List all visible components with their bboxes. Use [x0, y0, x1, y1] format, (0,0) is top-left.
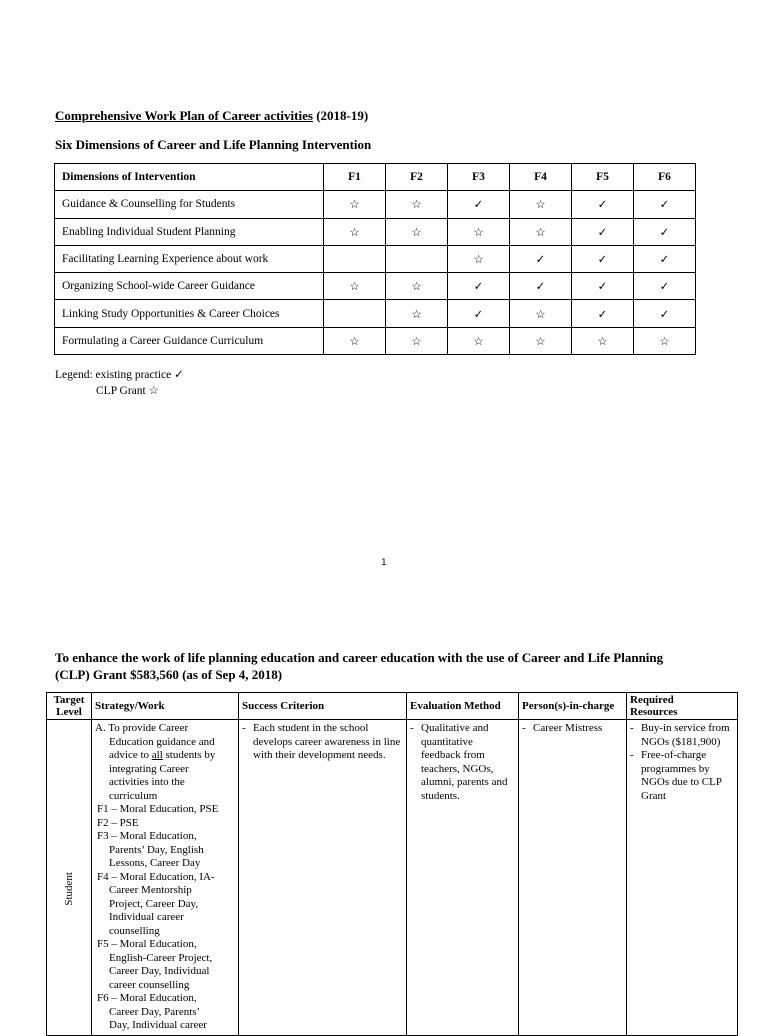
person-in-charge-header: Person(s)-in-charge	[519, 693, 627, 720]
strategy-line	[95, 749, 235, 763]
dimension-mark: ☆	[324, 273, 386, 300]
dimension-mark: ✓	[510, 245, 572, 272]
strategy-line: F4 – Moral Education, IA-	[97, 870, 215, 883]
evaluation-method-item	[410, 722, 515, 803]
strategy-line: Lessons, Career Day	[109, 857, 201, 869]
plan-header-row	[47, 693, 738, 720]
dimension-mark	[386, 245, 448, 272]
dimension-mark: ☆	[448, 218, 510, 245]
strategy-line: F5 – Moral Education,	[97, 938, 197, 950]
f5-header: F5	[572, 164, 634, 191]
dimension-mark: ✓	[634, 245, 696, 272]
evaluation-method-header: Evaluation Method	[407, 693, 519, 720]
dimension-mark: ✓	[448, 300, 510, 327]
dimension-mark: ✓	[634, 300, 696, 327]
dimensions-header-row	[55, 164, 696, 191]
dimension-label: Enabling Individual Student Planning	[55, 218, 324, 245]
table-row	[55, 191, 696, 218]
table-row	[55, 300, 696, 327]
strategy-header: Strategy/Work	[92, 693, 239, 720]
strategy-text: students by	[162, 749, 216, 761]
strategy-line: F1 – Moral Education, PSE	[97, 803, 219, 815]
dimension-mark: ☆	[386, 191, 448, 218]
dimension-label: Guidance & Counselling for Students	[55, 191, 324, 218]
bullet-dash: -	[630, 722, 634, 734]
dimension-mark: ☆	[448, 245, 510, 272]
strategy-line: Parents’ Day, English	[109, 843, 204, 856]
person-in-charge-cell	[519, 720, 627, 1036]
strategy-line: Individual career	[109, 911, 184, 923]
success-criterion-item	[242, 722, 403, 763]
dimension-mark	[324, 300, 386, 327]
dimension-mark: ✓	[510, 273, 572, 300]
strategy-line: activities into the	[109, 776, 185, 788]
dimension-mark: ☆	[510, 218, 572, 245]
table-row	[55, 273, 696, 300]
dimension-label: Facilitating Learning Experience about work	[55, 245, 324, 272]
strategy-line: career counselling	[109, 978, 190, 991]
evaluation-method-cell	[407, 720, 519, 1036]
strategy-line: Career Day, Parents’	[109, 1005, 201, 1018]
f3-header: F3	[448, 164, 510, 191]
strategy-text: advice to	[109, 749, 152, 761]
dimension-mark: ✓	[572, 300, 634, 327]
dimension-mark: ☆	[324, 327, 386, 354]
dimension-mark: ✓	[634, 218, 696, 245]
dimension-mark: ✓	[634, 191, 696, 218]
dimension-mark: ✓	[572, 245, 634, 272]
table-row	[55, 327, 696, 354]
dimension-mark: ☆	[634, 327, 696, 354]
dimension-label: Formulating a Career Guidance Curriculum	[55, 327, 324, 354]
legend-clp-grant: CLP Grant ☆	[96, 385, 159, 397]
bullet-dash: -	[522, 722, 526, 734]
bullet-dash: -	[410, 722, 414, 734]
work-plan-table	[46, 692, 738, 1036]
table-row	[55, 218, 696, 245]
target-level-header	[47, 693, 92, 720]
dimension-mark: ☆	[386, 273, 448, 300]
strategy-line: A. To provide Career	[95, 722, 189, 734]
dimension-label: Linking Study Opportunities & Career Choices	[55, 300, 324, 327]
success-criterion-text: Each student in the school develops career awareness in line with their development needs.	[253, 722, 401, 761]
dimension-mark: ☆	[448, 327, 510, 354]
f4-header: F4	[510, 164, 572, 191]
strategy-cell	[92, 720, 239, 1036]
bullet-dash: -	[242, 722, 246, 734]
dimension-mark: ✓	[572, 273, 634, 300]
dimension-mark: ☆	[386, 218, 448, 245]
target-level-cell	[47, 720, 92, 1036]
target-level-header-line-1: Target	[53, 694, 85, 706]
plan-title-line-2: (CLP) Grant $583,560 (as of Sep 4, 2018)	[55, 667, 283, 682]
strategy-line: Project, Career Day,	[109, 897, 199, 910]
document-title-main: Comprehensive Work Plan of Career activities	[55, 108, 313, 123]
success-criterion-header: Success Criterion	[239, 693, 407, 720]
dimension-mark: ✓	[448, 191, 510, 218]
dimension-mark: ☆	[572, 327, 634, 354]
resource-text: Buy-in service from NGOs ($181,900)	[641, 722, 730, 748]
success-criterion-cell	[239, 720, 407, 1036]
dimension-mark: ☆	[510, 191, 572, 218]
strategy-line: counselling	[109, 924, 160, 937]
document-title	[55, 108, 368, 124]
required-resources-header-line-2: Resources	[630, 706, 678, 718]
strategy-line: integrating Career	[109, 762, 189, 775]
page-number: 1	[381, 558, 387, 568]
bullet-dash: -	[630, 749, 634, 761]
target-level-value: Student	[63, 872, 75, 906]
document-title-year: (2018-19)	[312, 108, 369, 123]
dimension-mark: ☆	[510, 327, 572, 354]
person-in-charge-item	[522, 722, 623, 736]
dimension-mark: ☆	[386, 327, 448, 354]
strategy-line: curriculum	[109, 789, 158, 802]
strategy-line: Education guidance and	[109, 735, 215, 748]
table-row	[47, 720, 738, 1036]
dimensions-table	[54, 163, 696, 355]
strategy-emphasis: all	[151, 749, 163, 761]
table-row	[55, 245, 696, 272]
dimension-mark: ☆	[510, 300, 572, 327]
dimension-mark: ✓	[448, 273, 510, 300]
dimension-mark	[324, 245, 386, 272]
required-resources-cell	[627, 720, 738, 1036]
strategy-line: Career Mentorship	[109, 884, 192, 896]
dimension-mark: ☆	[324, 191, 386, 218]
plan-title-line-1: To enhance the work of life planning education and career education with the use of Career and Life Planning	[55, 650, 664, 665]
strategy-line: F6 – Moral Education,	[97, 992, 197, 1004]
evaluation-method-text: Qualitative and quantitative feedback from teachers, NGOs, alumni, parents and students.	[421, 722, 508, 802]
dimension-mark: ✓	[572, 191, 634, 218]
dimension-mark: ✓	[572, 218, 634, 245]
person-in-charge-text: Career Mistress	[533, 722, 603, 734]
strategy-line: English-Career Project,	[109, 951, 213, 964]
dimensions-header: Dimensions of Intervention	[55, 164, 324, 191]
strategy-line: Day, Individual career	[109, 1019, 207, 1031]
strategy-line: Career Day, Individual	[109, 965, 210, 977]
strategy-line: F2 – PSE	[97, 816, 139, 829]
dimension-mark: ☆	[386, 300, 448, 327]
section-title: Six Dimensions of Career and Life Planning Intervention	[55, 137, 372, 152]
legend-existing-practice: Legend: existing practice ✓	[55, 369, 184, 381]
dimension-mark: ☆	[324, 218, 386, 245]
required-resources-header	[627, 693, 738, 720]
resource-item	[630, 749, 734, 803]
resource-text: Free-of-charge programmes by NGOs due to CLP Grant	[641, 749, 722, 802]
f1-header: F1	[324, 164, 386, 191]
f2-header: F2	[386, 164, 448, 191]
required-resources-header-line-1: Required	[630, 694, 674, 706]
dimension-mark: ✓	[634, 273, 696, 300]
strategy-line: F3 – Moral Education,	[97, 830, 197, 842]
target-level-header-line-2: Level	[56, 706, 82, 718]
resource-item	[630, 722, 734, 749]
dimension-label: Organizing School-wide Career Guidance	[55, 273, 324, 300]
f6-header: F6	[634, 164, 696, 191]
